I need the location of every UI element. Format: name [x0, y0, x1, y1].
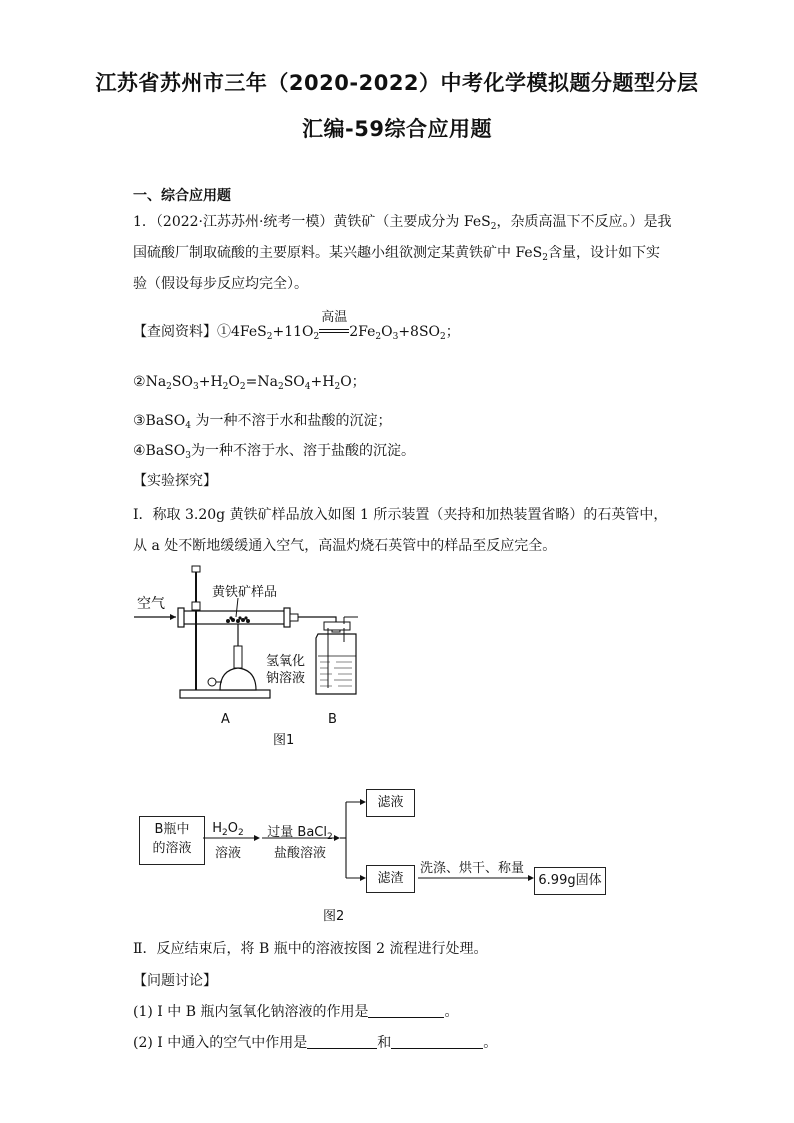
reference-item-3: ③BaSO$_4$ 为一种不溶于水和盐酸的沉淀；	[133, 413, 392, 431]
section-heading: 一、综合应用题	[133, 188, 231, 204]
discussion-question-1: (1) I 中 B 瓶内氢氧化钠溶液的作用是 。	[133, 1004, 459, 1020]
alcohol-burner	[208, 624, 256, 690]
flow-residue-box: 滤渣	[366, 865, 415, 893]
naoh-label-2: 钠溶液	[266, 671, 306, 686]
answer-blank-3[interactable]	[391, 1034, 483, 1049]
pyrite-sample	[226, 616, 250, 623]
experiment-heading: 【实验探究】	[133, 473, 217, 489]
flow-reagent2-top: 过量 BaCl$_2$	[267, 825, 333, 842]
flow-filtrate-box: 滤液	[366, 789, 415, 817]
flow-result-box: 6.99g固体	[534, 867, 606, 895]
document-title-line1: 江苏省苏州市三年（2020-2022）中考化学模拟题分题型分层	[95, 71, 699, 95]
apparatus-label-b: B	[328, 712, 337, 727]
flow-reagent2-bottom: 盐酸溶液	[273, 846, 326, 861]
question-intro-line3: 验（假设每步反应均完全）。	[133, 276, 308, 292]
flow-start-box: B瓶中 的溶液	[139, 816, 205, 865]
naoh-label-1: 氢氧化	[266, 654, 306, 669]
flow-reagent1-top: $H_2O_2$	[212, 821, 244, 838]
reference-equation-2: $②Na_2SO_3+H_2O_2=Na_2SO_4+H_2O$；	[133, 374, 366, 392]
sample-label: 黄铁矿样品	[212, 585, 278, 600]
answer-blank-1[interactable]	[368, 1003, 444, 1018]
apparatus-label-a: A	[221, 712, 230, 727]
question-intro-line1: 1．（2022·江苏苏州·统考一模）黄铁矿（主要成分为 FeS$_2$，杂质高温下不反应。）是我	[133, 214, 672, 232]
reference-item-4: ④BaSO$_3$为一种不溶于水、溶于盐酸的沉淀。	[133, 443, 415, 461]
reaction-condition: 高温	[321, 310, 348, 325]
discussion-question-2: (2) I 中通入的空气中作用是 和 。	[133, 1035, 498, 1051]
gas-washing-bottle	[316, 617, 358, 694]
answer-blank-2[interactable]	[307, 1034, 377, 1049]
flow-reagent1-bottom: 溶液	[214, 846, 241, 861]
experiment-step2: Ⅱ．反应结束后，将 B 瓶中的溶液按图 2 流程进行处理。	[133, 941, 488, 957]
figure1-caption: 图1	[273, 733, 295, 748]
air-label: 空气	[137, 596, 165, 612]
document-title-line2: 汇编-59综合应用题	[302, 117, 492, 141]
discussion-heading: 【问题讨论】	[133, 973, 217, 989]
experiment-step1-line1: Ⅰ．称取 3.20g 黄铁矿样品放入如图 1 所示装置（夹持和加热装置省略）的石英管中，	[133, 507, 668, 523]
figure2-caption: 图2	[323, 909, 345, 924]
reference-equation-1: 【查阅资料】$①4FeS_2+11O_2$ 高温 $2Fe_2O_3+8SO_2$；	[133, 310, 460, 342]
apparatus-figure	[128, 562, 368, 722]
flow-process-label: 洗涤、烘干、称量	[420, 861, 525, 876]
question-intro-line2: 国硫酸厂制取硫酸的主要原料。某兴趣小组欲测定某黄铁矿中 FeS$_2$含量，设计如下实	[133, 245, 661, 263]
experiment-step1-line2: 从 a 处不断地缓缓通入空气，高温灼烧石英管中的样品至反应完全。	[133, 538, 557, 554]
